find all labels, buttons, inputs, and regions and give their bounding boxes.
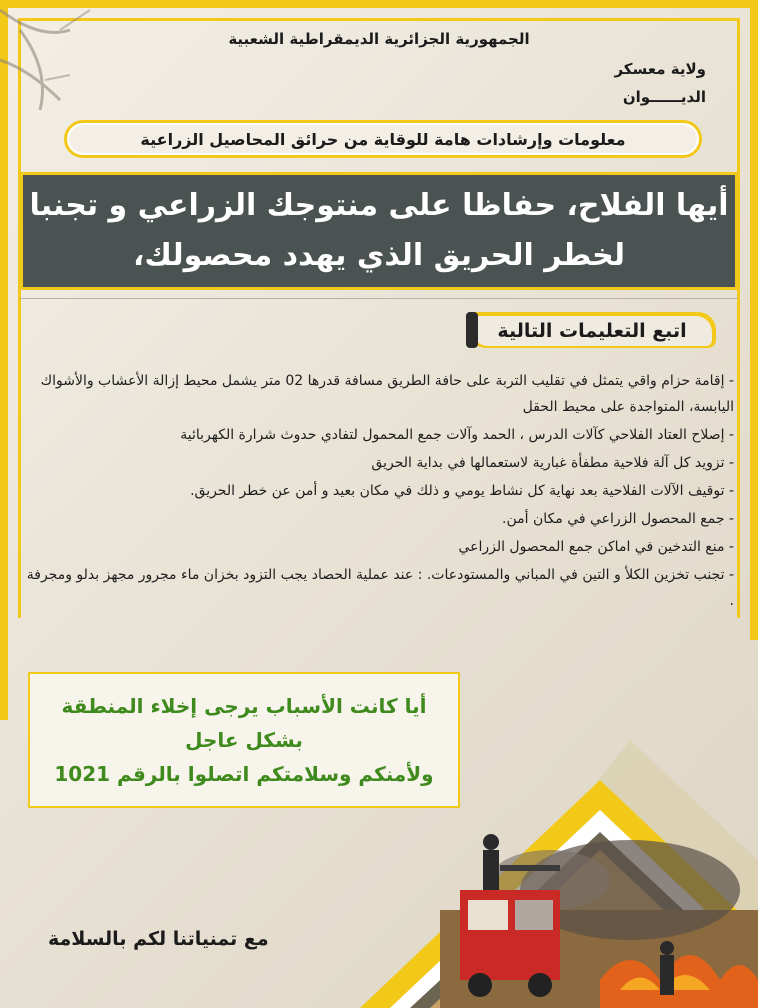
evacuation-line-2: بشكل عاجل	[185, 728, 303, 752]
tree-branch-decoration	[0, 0, 120, 130]
instruction-item: - إصلاح العتاد الفلاحي كآلات الدرس ، الحمد وآلات جمع المحمول لتفادي حدوث شرارة الكهربائية	[180, 427, 734, 443]
instruction-item: - تجنب تخزين الكلأ و التين في المباني والمستودعات. : عند عملية الحصاد يجب التزود بخزان ماء مجرور مجهز بدلو ومجرفة .	[26, 567, 734, 609]
closing-greeting: مع تمنياتنا لكم بالسلامة	[48, 928, 269, 950]
office-label: الديــــــوان	[622, 88, 706, 106]
wilaya-label: ولاية معسكر	[614, 60, 706, 78]
evacuation-line-1: أيا كانت الأسباب يرجى إخلاء المنطقة	[61, 694, 427, 718]
main-message-line-2: لخطر الحريق الذي يهدد محصولك،	[133, 238, 626, 273]
follow-tab-corner	[466, 312, 478, 348]
main-message-banner	[20, 172, 738, 290]
instructions-list	[22, 368, 734, 616]
frame-right-border	[750, 0, 758, 640]
instruction-item: - إقامة حزام واقي يتمثل في تقليب التربة على حافة الطريق مسافة قدرها 02 متر يشمل محيط إزالة الأعشاب والأشواك اليابسة، المتواجدة على محيط الحقل	[40, 373, 734, 415]
instruction-item: - تزويد كل آلة فلاحية مطفأة غبارية لاستعمالها في بداية الحريق	[371, 455, 734, 471]
evacuation-line-3: ولأمنكم وسلامتكم اتصلوا بالرقم 1021	[54, 762, 434, 786]
follow-instructions-label: اتبع التعليمات التالية	[472, 316, 712, 346]
subtitle-banner: معلومات وإرشادات هامة للوقاية من حرائق المحاصيل الزراعية	[64, 120, 702, 158]
instruction-item: - جمع المحصول الزراعي في مكان أمن.	[502, 511, 734, 527]
main-message-line-1: أيها الفلاح، حفاظا على منتوجك الزراعي و تجنبا	[29, 188, 729, 223]
instruction-item: - توقيف الآلات الفلاحية بعد نهاية كل نشاط يومي و ذلك في مكان بعيد و أمن عن خطر الحريق.	[190, 483, 734, 499]
instruction-item: - منع التدخين في اماكن جمع المحصول الزراعي	[458, 539, 734, 555]
fire-truck-photo	[300, 740, 758, 1008]
republic-title: الجمهورية الجزائرية الديمقراطية الشعبية	[228, 30, 530, 48]
divider	[20, 298, 738, 299]
